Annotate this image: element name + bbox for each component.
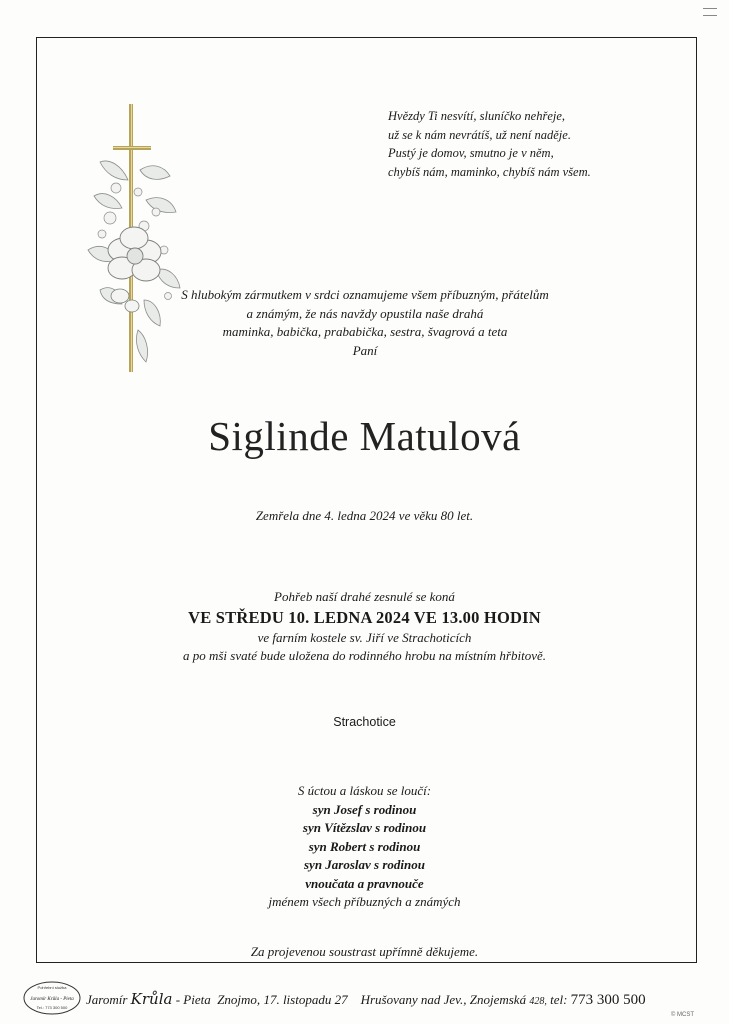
mourner-item: syn Vítězslav s rodinou [302,820,427,835]
scan-corner-mark [703,8,717,16]
place-name: Strachotice [333,715,396,729]
announcement-line: a známým, že nás navždy opustila naše drahá [246,305,484,321]
announcement-line: maminka, babička, prababička, sestra, švagrová a teta [222,324,508,339]
funeral-burial: a po mši svaté bude uložena do rodinného hrobu na místním hřbitově. [182,648,546,663]
copyright-mark: © MCST [670,1012,694,1018]
footer-brand: Krůla [130,990,173,1008]
footer-contact-line [86,990,646,1009]
funeral-datetime: VE STŘEDU 10. LEDNA 2024 VE 13.00 HODIN [188,607,541,627]
company-stamp-logo [22,980,82,1016]
footer-phone-label: tel: [550,992,568,1007]
stamp-top-text: Pohřební služba [37,985,67,990]
mourner-item: syn Jaroslav s rodinou [304,857,425,872]
announcement-line: S hlubokým zármutkem v srdci oznamujeme všem příbuzným, přátelům [181,287,549,302]
footer-office2-number: 428, [529,996,547,1007]
funeral-church: ve farním kostele sv. Jiří ve Strachoticích [257,629,472,645]
stamp-name-text: Jaromír Krůla - Pieta [30,997,74,1002]
announcement-line: Paní [352,342,378,358]
footer-office1-city: Znojmo, [217,992,261,1007]
mourners-list [0,782,729,912]
death-announcement [150,286,580,360]
footer-office2-street: Znojemská [469,992,527,1007]
footer-office1-address: 17. listopadu 27 [263,992,348,1007]
mourner-item: vnoučata a pravnouče [305,875,424,891]
funeral-service-footer [22,978,712,1020]
poem-line: chybíš nám, maminko, chybíš nám všem. [388,164,591,179]
mourners-closing: jménem všech příbuzných a známých [268,894,461,909]
mourner-item: syn Josef s rodinou [312,801,417,817]
poem-line: Pustý je domov, smutno je v něm, [388,146,554,160]
poem-verse [388,107,688,181]
footer-suffix: - Pieta [175,992,211,1007]
mourner-item: syn Robert s rodinou [308,838,421,854]
mourners-intro: S úctou a láskou se loučí: [297,783,432,798]
funeral-intro: Pohřeb naší drahé zesnulé se koná [274,589,455,604]
footer-office2-city: Hrušovany nad Jev., [360,992,467,1007]
stamp-phone-text: Tel.: 773 300 500 [36,1005,68,1010]
footer-owner-name: Jaromír [86,992,128,1007]
thanks-line: Za projevenou soustrast upřímně děkujeme. [250,944,479,959]
footer-phone: 773 300 500 [570,992,646,1008]
poem-line: už se k nám nevrátíš, už není naděje. [388,127,571,142]
poem-line: Hvězdy Ti nesvítí, sluníčko nehřeje, [388,109,566,123]
death-date-line: Zemřela dne 4. ledna 2024 ve věku 80 let. [255,508,474,523]
funeral-details [0,588,729,666]
deceased-name: Siglinde Matulová [208,413,521,459]
